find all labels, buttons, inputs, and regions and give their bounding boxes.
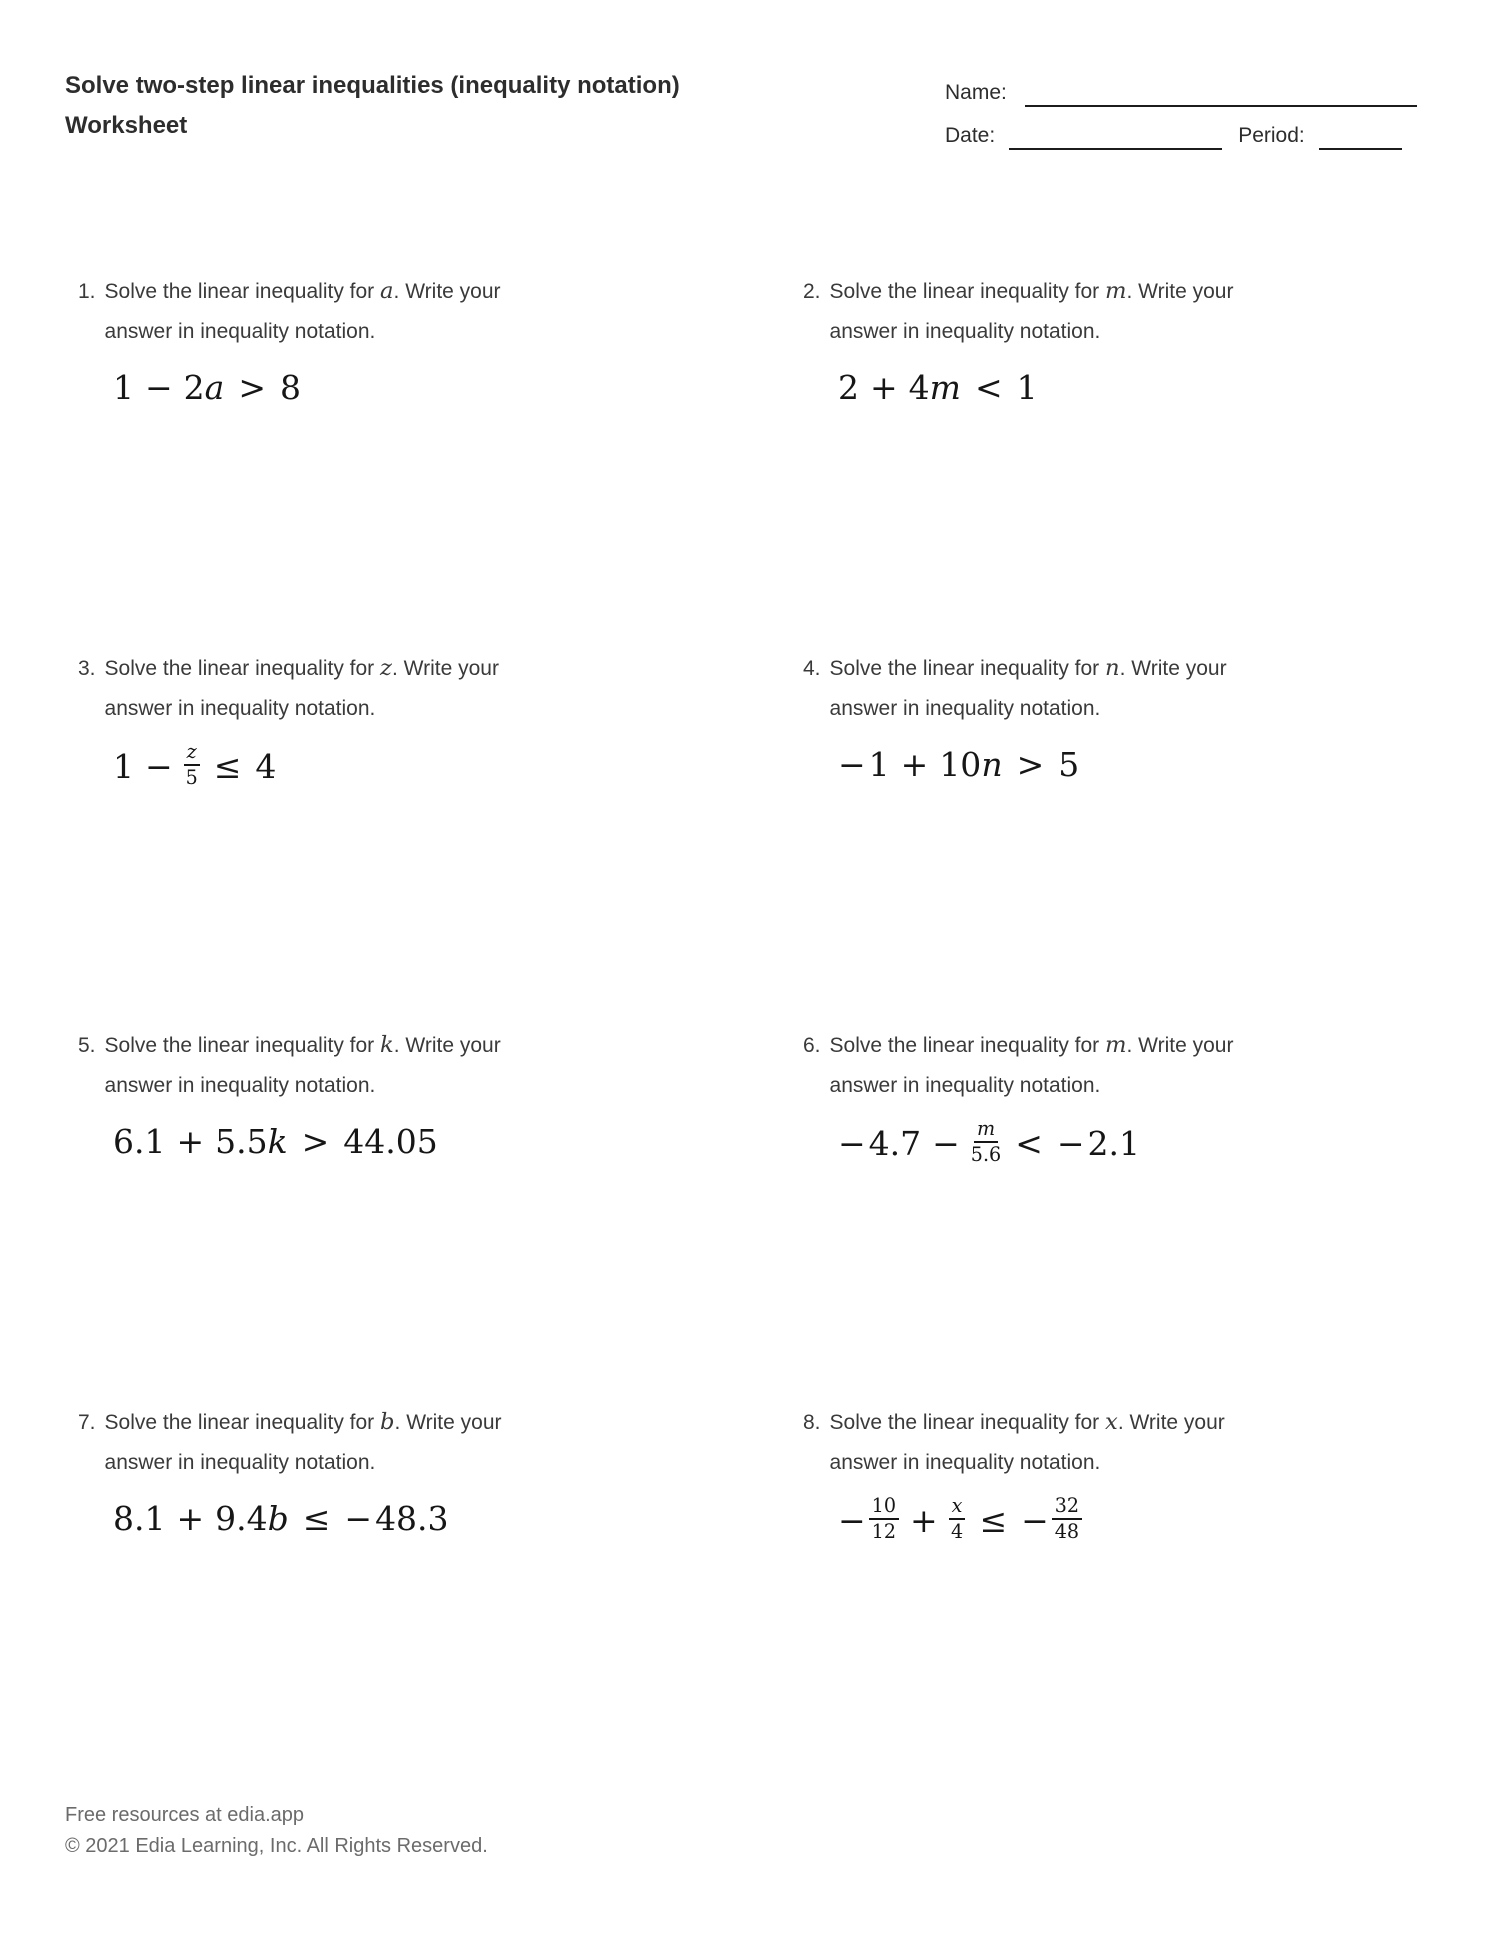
problem-4-prompt [790, 649, 1435, 729]
problem-8-prompt [790, 1403, 1435, 1483]
period-input-line[interactable] [1319, 126, 1402, 150]
math-number: 6.1 [113, 1122, 166, 1161]
problem-7-variable: b [380, 1409, 395, 1435]
math-number: 48.3 [375, 1499, 449, 1538]
problem-2-variable: m [1105, 278, 1127, 304]
math-minus-sign: − [1021, 1501, 1049, 1540]
prompt-text-before: Solve the linear inequality for [829, 657, 1106, 680]
math-number: 4 [255, 747, 277, 786]
math-operator: + [910, 1501, 938, 1540]
math-number: 8.1 [113, 1499, 166, 1538]
math-variable: k [267, 1122, 288, 1161]
math-variable: m [929, 368, 961, 407]
problem-6-variable: m [1105, 1032, 1127, 1058]
math-operator: + [176, 1499, 205, 1538]
problem-7-prompt-line1 [105, 1403, 502, 1443]
math-operator: + [176, 1122, 205, 1161]
problem-1-variable: a [380, 278, 394, 304]
problem-8-prompt-line2: answer in inequality notation. [829, 1451, 1101, 1474]
math-number: 9.4 [215, 1499, 268, 1538]
math-fraction: $\frac{z}{5}$ [185, 740, 198, 789]
math-fraction: $\frac{m}{5.6}$ [970, 1117, 1002, 1166]
footer-resources-text: Free resources at edia.app [65, 1804, 305, 1826]
prompt-text-after: . Write your [393, 280, 501, 303]
math-minus-sign: − [838, 745, 866, 784]
problem-6-prompt-line2: answer in inequality notation. [829, 1074, 1101, 1097]
date-input-line[interactable] [1009, 126, 1222, 150]
problem-8 [790, 1403, 1435, 1780]
footer-copyright-text: © 2021 Edia Learning, Inc. All Rights Reserved. [65, 1835, 488, 1857]
problem-5 [65, 1026, 790, 1403]
prompt-text-after: . Write your [394, 1411, 502, 1434]
name-input-line[interactable] [1025, 83, 1417, 107]
math-fraction: $\frac{x}{4}$ [949, 1495, 966, 1543]
problem-3-prompt-line1 [105, 649, 499, 689]
date-period-field-row [945, 117, 1417, 150]
prompt-text-before: Solve the linear inequality for [104, 657, 381, 680]
problem-7-number: 7. [78, 1411, 96, 1434]
prompt-text-before: Solve the linear inequality for [829, 1034, 1106, 1057]
worksheet-title [65, 66, 785, 146]
problem-7 [65, 1403, 790, 1780]
period-label: Period: [1238, 124, 1305, 147]
math-minus-sign: − [838, 1501, 866, 1540]
problem-1-number: 1. [78, 280, 96, 303]
prompt-text-after: . Write your [393, 1034, 501, 1057]
math-number: 10 [939, 745, 982, 784]
problem-7-prompt [65, 1403, 790, 1483]
prompt-text-after: . Write your [391, 657, 499, 680]
problem-4 [790, 649, 1435, 1026]
problem-2-prompt-line2: answer in inequality notation. [829, 320, 1101, 343]
problem-1-prompt [65, 272, 790, 352]
problem-6-prompt-line1 [830, 1026, 1234, 1066]
prompt-text-before: Solve the linear inequality for [104, 1411, 381, 1434]
problem-6 [790, 1026, 1435, 1403]
math-number: 1 [1016, 368, 1038, 407]
problem-8-equation [838, 1494, 1435, 1545]
math-operator: + [900, 745, 929, 784]
prompt-text-after: . Write your [1126, 1034, 1234, 1057]
math-relation: < [1015, 1124, 1043, 1163]
name-field-row [945, 74, 1417, 107]
problem-5-number: 5. [78, 1034, 96, 1057]
problem-4-prompt-line2: answer in inequality notation. [829, 697, 1101, 720]
math-relation: ≤ [213, 747, 242, 786]
problems-grid [65, 272, 1435, 1780]
prompt-text-after: . Write your [1119, 657, 1227, 680]
problem-2-prompt [790, 272, 1435, 352]
problem-1-prompt-line1 [105, 272, 501, 312]
problem-3-prompt [65, 649, 790, 729]
problem-4-number: 4. [803, 657, 821, 680]
problem-5-prompt [65, 1026, 790, 1106]
problem-2-prompt-line1 [830, 272, 1234, 312]
prompt-text-after: . Write your [1126, 280, 1234, 303]
problem-8-number: 8. [803, 1411, 821, 1434]
math-number: 5.5 [215, 1122, 268, 1161]
math-number: 2 [183, 368, 205, 407]
problem-4-variable: n [1105, 655, 1120, 681]
prompt-text-before: Solve the linear inequality for [104, 280, 381, 303]
problem-2-number: 2. [803, 280, 821, 303]
problem-3-number: 3. [78, 657, 96, 680]
problem-6-number: 6. [803, 1034, 821, 1057]
math-number: 44.05 [343, 1122, 438, 1161]
math-relation: > [238, 368, 266, 407]
math-number: 1 [868, 745, 890, 784]
problem-5-equation [113, 1120, 790, 1164]
problem-5-prompt-line2: answer in inequality notation. [104, 1074, 376, 1097]
problem-3-equation [113, 740, 790, 791]
problem-1-prompt-line2: answer in inequality notation. [104, 320, 376, 343]
math-fraction: $\frac{32}{48}$ [1052, 1495, 1082, 1543]
problem-5-variable: k [380, 1032, 394, 1058]
problem-1 [65, 272, 790, 649]
problem-8-prompt-line1 [830, 1403, 1225, 1443]
prompt-text-before: Solve the linear inequality for [829, 1411, 1106, 1434]
math-variable: n [981, 745, 1003, 784]
math-operator: − [145, 368, 173, 407]
prompt-text-before: Solve the linear inequality for [829, 280, 1106, 303]
problem-3-prompt-line2: answer in inequality notation. [104, 697, 376, 720]
math-number: 1 [113, 368, 134, 407]
math-operator: − [932, 1124, 960, 1163]
math-number: 8 [280, 368, 301, 407]
math-relation: < [974, 368, 1003, 407]
math-relation: > [301, 1122, 330, 1161]
math-variable: a [204, 368, 225, 407]
math-fraction: $\frac{10}{12}$ [869, 1495, 899, 1543]
math-number: 1 [113, 747, 134, 786]
math-operator: + [870, 368, 898, 407]
math-number: 5 [1058, 745, 1080, 784]
problem-6-prompt [790, 1026, 1435, 1106]
problem-5-prompt-line1 [105, 1026, 501, 1066]
problem-2 [790, 272, 1435, 649]
problem-3-variable: z [380, 655, 392, 681]
math-number: 4.7 [868, 1124, 922, 1163]
title-line-1: Solve two-step linear inequalities (inequality notation) [65, 72, 680, 99]
math-relation: ≤ [302, 1499, 331, 1538]
math-operator: − [145, 747, 173, 786]
problem-4-equation [838, 743, 1435, 787]
problem-8-variable: x [1105, 1409, 1118, 1435]
footer [65, 1800, 488, 1862]
problem-1-equation [113, 366, 790, 410]
problem-2-equation [838, 366, 1435, 410]
problem-7-equation [113, 1497, 790, 1541]
math-variable: b [267, 1499, 289, 1538]
title-line-2: Worksheet [65, 112, 188, 139]
prompt-text-before: Solve the linear inequality for [104, 1034, 381, 1057]
student-info-fields [945, 74, 1417, 160]
math-minus-sign: − [344, 1499, 373, 1538]
problem-7-prompt-line2: answer in inequality notation. [104, 1451, 376, 1474]
math-minus-sign: − [1056, 1124, 1085, 1163]
name-label: Name: [945, 81, 1007, 104]
date-label: Date: [945, 124, 996, 147]
math-relation: ≤ [979, 1501, 1008, 1540]
math-number: 2 [838, 368, 859, 407]
problem-3 [65, 649, 790, 1026]
math-number: 4 [908, 368, 930, 407]
problem-6-equation [838, 1117, 1435, 1168]
math-minus-sign: − [838, 1124, 866, 1163]
math-relation: > [1016, 745, 1045, 784]
prompt-text-after: . Write your [1117, 1411, 1225, 1434]
math-number: 2.1 [1087, 1124, 1141, 1163]
problem-4-prompt-line1 [830, 649, 1227, 689]
